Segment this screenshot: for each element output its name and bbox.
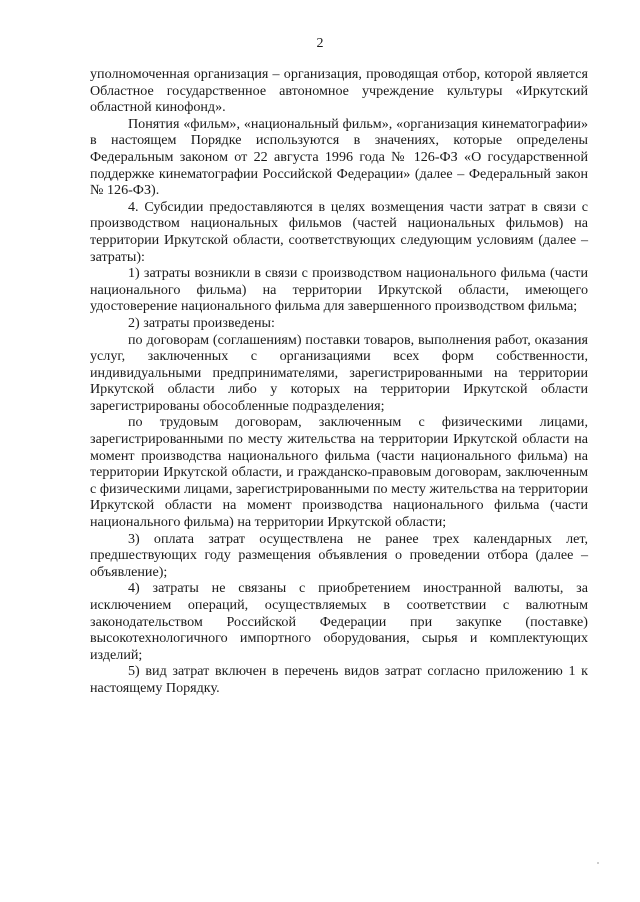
paragraph-definitions: Понятия «фильм», «национальный фильм», «организация кинематографии» в настоящем Порядке используются в значениях, которые определены Федеральным законом от 22 августа 1996 года № 126-ФЗ «О государственной поддержке кинематографии Российской Федерации» (далее – Федеральный закон № 126-ФЗ). bbox=[90, 115, 588, 199]
paragraph-condition-1: 1) затраты возникли в связи с производством национального фильма (части национального фильма) на территории Иркутской области, имеющего удостоверение национального фильма для завершенного производством фильма; bbox=[90, 265, 588, 315]
paragraph-condition-3: 3) оплата затрат осуществлена не ранее трех календарных лет, предшествующих году размещения объявления о проведении отбора (далее – объявление); bbox=[90, 530, 588, 580]
paragraph-condition-4: 4) затраты не связаны с приобретением иностранной валюты, за исключением операций, осуществляемых в соответствии с валютным законодательством Российской Федерации при закупке (поставке) высокотехнологичного импортного оборудования, сырья и комплектующих изделий; bbox=[90, 580, 588, 663]
paragraph-condition-2: 2) затраты произведены: bbox=[128, 314, 275, 331]
paragraph-condition-5: 5) вид затрат включен в перечень видов затрат согласно приложению 1 к настоящему Порядку. bbox=[90, 663, 588, 696]
paragraph-condition-2-contracts: по договорам (соглашениям) поставки товаров, выполнения работ, оказания услуг, заключенных с организациями всех форм собственности, индивидуальными предпринимателями, зарегистрированными на территории Иркутской области либо у которых на территории Иркутской области зарегистрированы обособленные подразделения; bbox=[90, 331, 588, 414]
paragraph-item-4: 4. Субсидии предоставляются в целях возмещения части затрат в связи с производством национальных фильмов (частей национальных фильмов) на территории Иркутской области, соответствующих следующим условиям (далее – затраты): bbox=[90, 198, 588, 265]
page-number: 2 bbox=[316, 36, 324, 51]
paragraph-authorized-organization: уполномоченная организация – организация, проводящая отбор, которой является Областное государственное автономное учреждение культуры «Иркутский областной кинофонд». bbox=[90, 66, 588, 116]
paragraph-condition-2-labor: по трудовым договорам, заключенным с физическими лицами, зарегистрированными по месту жительства на территории Иркутской области на момент производства национального фильма (части национального фильма) на территории Иркутской области, и гражданско-правовым договорам, заключенным с физическими лицами, зарегистрированными по месту жительства на территории Иркутской области на момент производства национального фильма (части национального фильма) на территории Иркутской области; bbox=[90, 414, 588, 531]
document-body bbox=[90, 66, 588, 697]
scan-artifact-dot bbox=[597, 862, 599, 864]
